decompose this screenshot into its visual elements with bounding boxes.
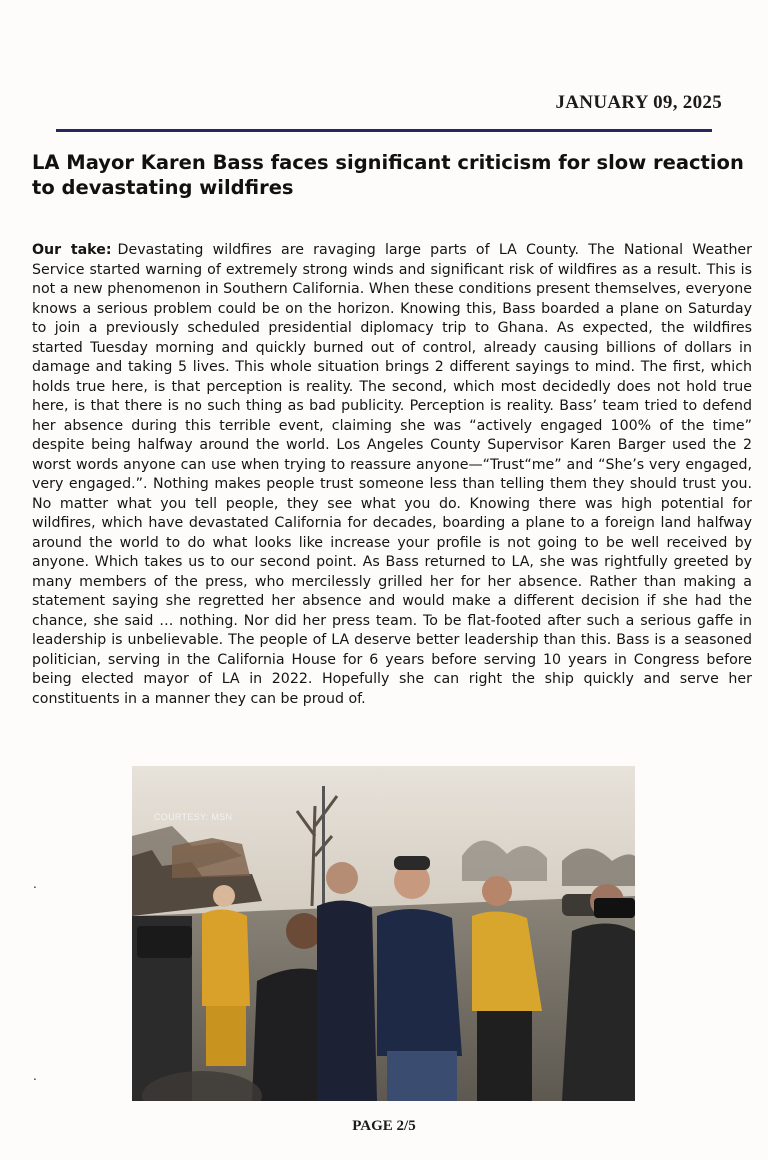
our-take-label: Our take:	[32, 242, 112, 258]
photo-credit: COURTESY: MSN	[154, 812, 233, 822]
header-divider	[56, 129, 712, 132]
issue-date: JANUARY 09, 2025	[555, 92, 722, 113]
page-number: PAGE 2/5	[352, 1118, 416, 1134]
wildfire-press-photo	[132, 766, 635, 1101]
margin-mark-2: .	[33, 1069, 37, 1083]
article-body-text: Devastating wildfires are ravaging large parts of LA County. The National Weather Service started warning of extremely strong winds and significant risk of wildfires as a result. This is not a new phenomenon in Southern California. When these conditions present themselves, everyone knows a serious problem could be on the horizon. Knowing this, Bass boarded a plane on Saturday to join a previously scheduled presidential diplomacy trip to Ghana. As expected, the wildfires started Tuesday morning and quickly burned out of control, already causing billions of dollars in damage and taking 5 lives. This whole situation brings 2 different sayings to mind. The first, which holds true here, is that perception is reality. The second, which most decidedly does not hold true here, is that there is no such thing as bad publicity. Perception is reality. Bass’ team tried to defend her absence during this terrible event, claiming she was “actively engaged 100% of the time” despite being halfway around the world. Los Angeles County Supervisor Karen Barger used the 2 worst words anyone can use when trying to reassure anyone—“Trust“me” and “She’s very engaged, very engaged.”. Nothing makes people trust someone less than telling them they should trust you. No matter what you tell people, they see what you do. Knowing there was high potential for wildfires, which have devastated California for decades, boarding a plane to a foreign land halfway around the world to do what looks like increase your profile is not going to be well received by anyone. Which takes us to our second point. As Bass returned to LA, she was rightfully greeted by many members of the press, who mercilessly grilled her for her absence. Rather than making a statement saying she regretted her absence and would make a different decision if she had the chance, she said … nothing. Nor did her press team. To be flat-footed after such a serious gaffe in leadership is unbelievable. The people of LA deserve better leadership than this. Bass is a seasoned politician, serving in the California House for 6 years before serving 10 years in Congress before being elected mayor of LA in 2022. Hopefully she can right the ship quickly and serve her constituents in a manner they can be proud of.	[32, 242, 752, 707]
margin-mark-1: .	[33, 877, 37, 891]
article-body	[32, 241, 752, 709]
article-headline: LA Mayor Karen Bass faces significant criticism for slow reaction to devastating wildfires	[32, 151, 744, 199]
